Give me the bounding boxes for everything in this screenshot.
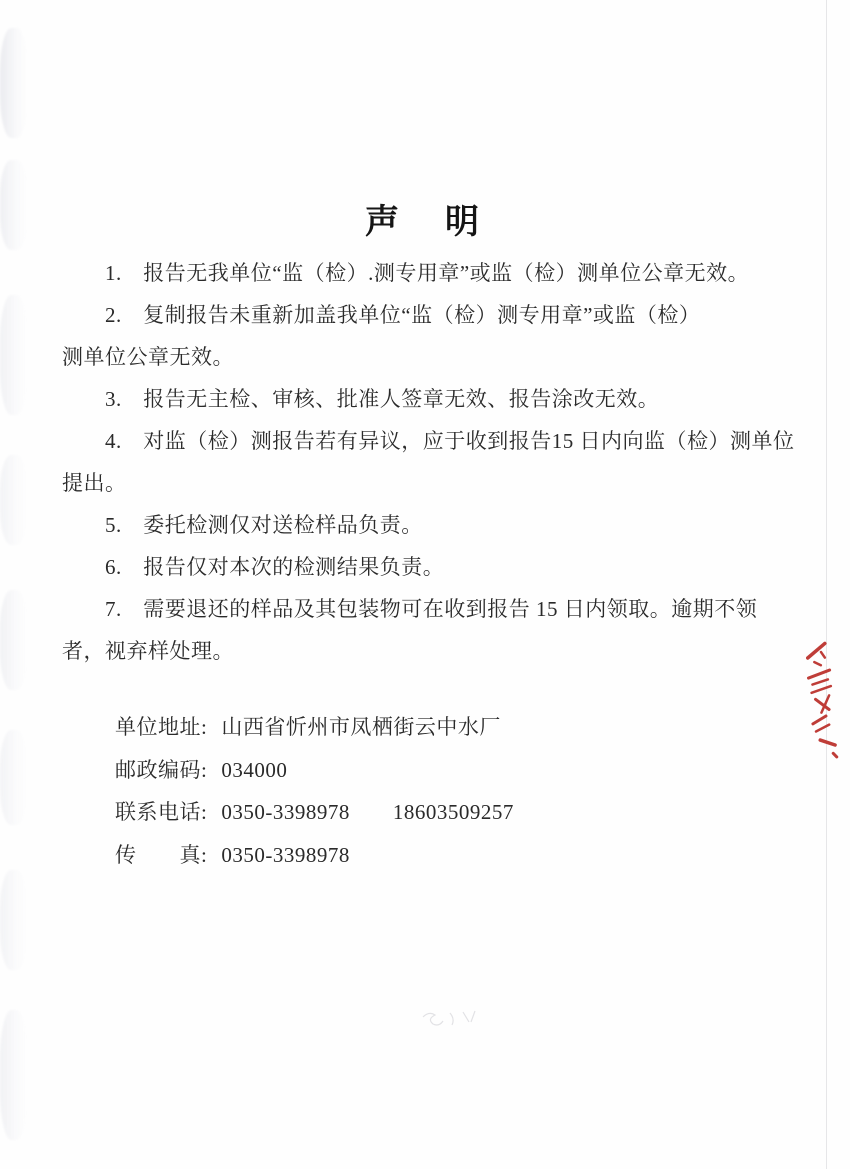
contact-row xyxy=(115,706,514,749)
page-title: 声 明 xyxy=(365,204,485,241)
statement-line: 2. 复制报告未重新加盖我单位“监（检）测专用章”或监（检） xyxy=(105,303,701,327)
scan-streak xyxy=(0,730,28,825)
statement-line: 5. 委托检测仅对送检样品负责。 xyxy=(105,513,423,537)
statement-list xyxy=(62,252,832,672)
contact-block xyxy=(115,706,514,876)
statement-line: 3. 报告无主检、审核、批准人签章无效、报告涂改无效。 xyxy=(105,387,660,411)
contact-row xyxy=(115,834,514,877)
contact-value: 0350-3398978 18603509257 xyxy=(221,800,514,824)
statement-line: 7. 需要退还的样品及其包装物可在收到报告 15 日内领取。逾期不领 xyxy=(105,597,758,621)
contact-row xyxy=(115,749,514,792)
statement-line: 6. 报告仅对本次的检测结果负责。 xyxy=(105,555,445,579)
scan-streak xyxy=(0,870,28,970)
scan-streak xyxy=(0,455,28,545)
scan-streak xyxy=(0,295,28,415)
scan-streak xyxy=(0,1010,28,1140)
contact-label: 联系电话: xyxy=(115,800,208,824)
scan-streak xyxy=(0,590,28,690)
contact-label: 单位地址: xyxy=(115,715,208,739)
contact-value: 山西省忻州市凤栖街云中水厂 xyxy=(221,715,501,739)
contact-label: 邮政编码: xyxy=(115,757,208,782)
statement-line: 提出。 xyxy=(62,471,127,495)
contact-row xyxy=(115,791,514,834)
statement-line: 1. 报告无我单位“监（检）.测专用章”或监（检）测单位公章无效。 xyxy=(105,261,750,285)
contact-value: 0350-3398978 xyxy=(221,842,350,867)
statement-line: 测单位公章无效。 xyxy=(62,345,234,369)
contact-label: 传 真: xyxy=(115,842,208,867)
pencil-smudge xyxy=(405,1005,495,1035)
contact-value: 034000 xyxy=(221,757,288,782)
statement-line: 4. 对监（检）测报告若有异议，应于收到报告15 日内向监（检）测单位 xyxy=(105,429,795,453)
statement-line: 者，视弃样处理。 xyxy=(62,639,234,663)
scan-streak xyxy=(0,28,28,138)
